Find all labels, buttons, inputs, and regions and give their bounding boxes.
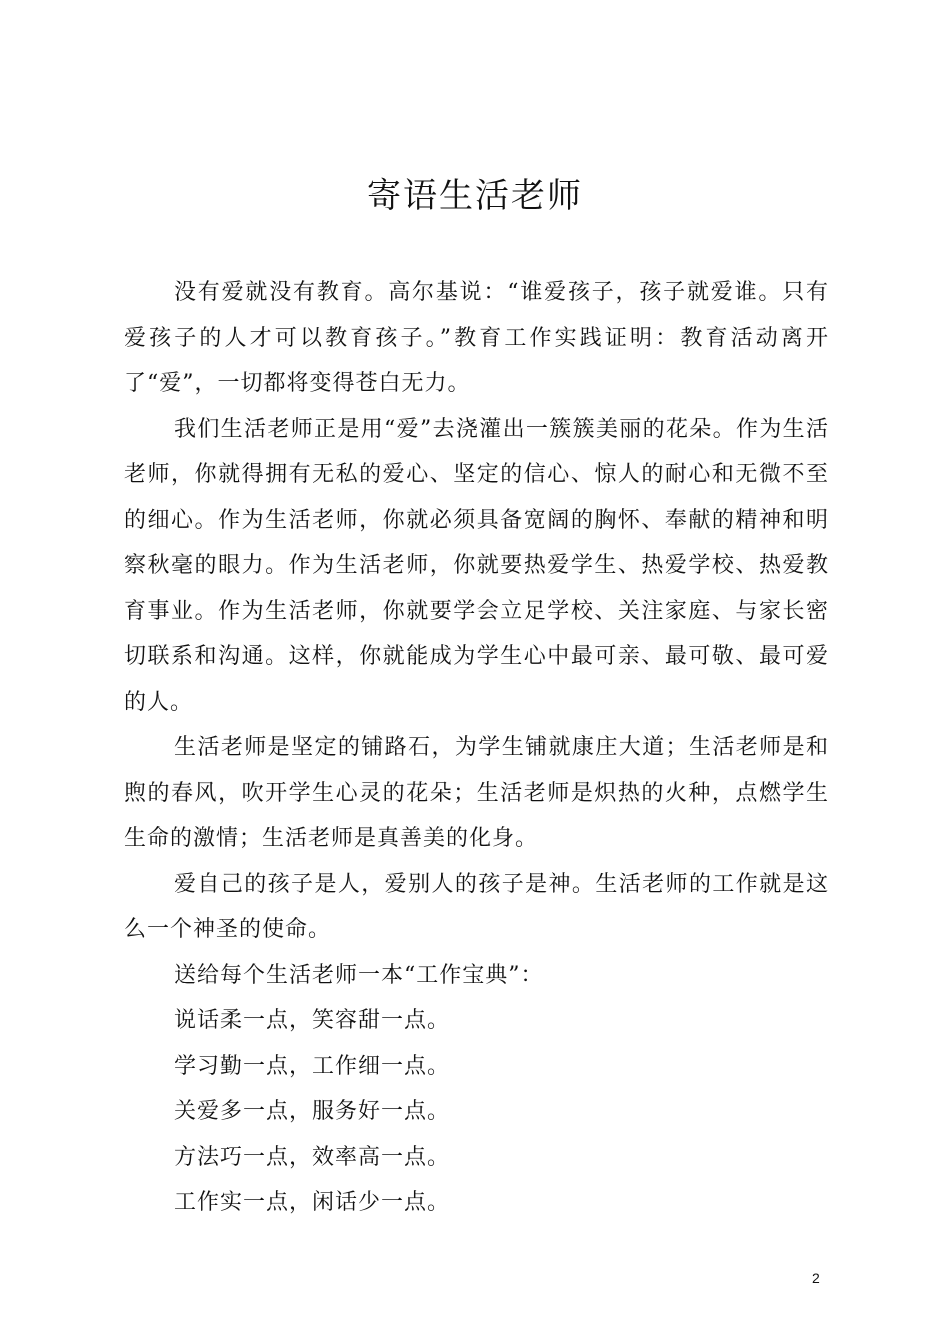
paragraph: 爱自己的孩子是人，爱别人的孩子是神。生活老师的工作就是这么一个神圣的使命。 — [124, 871, 829, 942]
paragraph: 生活老师是坚定的铺路石，为学生铺就康庄大道；生活老师是和煦的春风，吹开学生心灵的花朵；生活老师是炽热的火种，点燃学生生命的激情；生活老师是真善美的化身。 — [124, 735, 829, 851]
motto-line: 学习勤一点，工作细一点。 — [174, 1053, 451, 1079]
motto-line: 关爱多一点，服务好一点。 — [174, 1099, 451, 1124]
document-body — [124, 270, 829, 1226]
paragraph: 送给每个生活老师一本“工作宝典”： — [174, 962, 544, 988]
motto-line: 方法巧一点，效率高一点。 — [174, 1144, 451, 1170]
motto-line: 工作实一点，闲话少一点。 — [174, 1190, 451, 1215]
motto-line: 说话柔一点，笑容甜一点。 — [174, 1008, 451, 1033]
page-number: 2 — [812, 1270, 820, 1286]
document-title: 寄语生活老师 — [367, 176, 583, 216]
paragraph: 没有爱就没有教育。高尔基说：“谁爱孩子，孩子就爱谁。只有爱孩子的人才可以教育孩子。”教育工作实践证明：教育活动离开了“爱”，一切都将变得苍白无力。 — [124, 280, 829, 396]
paragraph: 我们生活老师正是用“爱”去浇灌出一簇簇美丽的花朵。作为生活老师，你就得拥有无私的爱心、坚定的信心、惊人的耐心和无微不至的细心。作为生活老师，你就必须具备宽阔的胸怀、奉献的精神和明察秋毫的眼力。作为生活老师，你就要热爱学生、热爱学校、热爱教育事业。作为生活老师，你就要学会立足学校、关注家庭、与家长密切联系和沟通。这样，你就能成为学生心中最可亲、最可敬、最可爱的人。 — [124, 416, 829, 715]
